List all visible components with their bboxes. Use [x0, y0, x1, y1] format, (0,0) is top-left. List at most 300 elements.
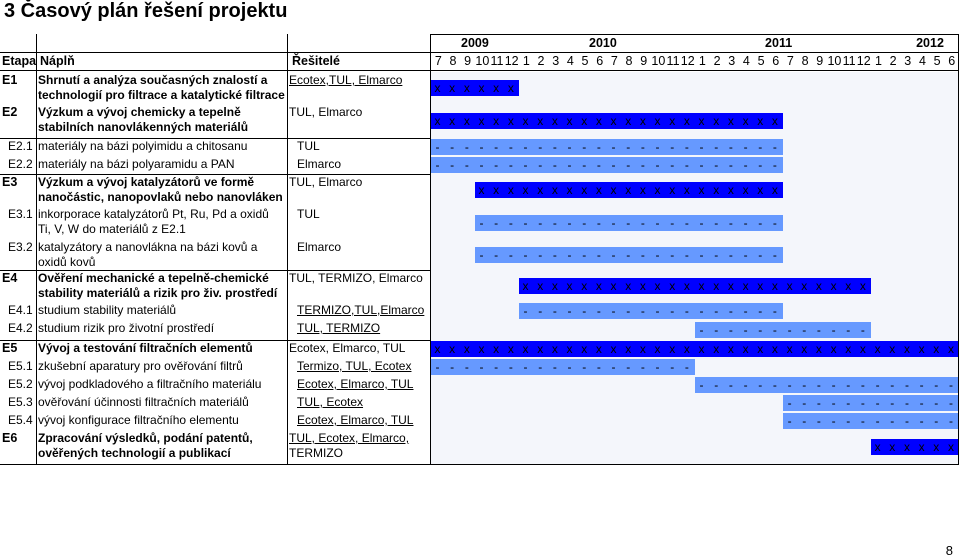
gantt-mark: -: [714, 158, 719, 172]
task-description: oxidů kovů: [38, 255, 96, 269]
gantt-mark: x: [639, 183, 646, 197]
year-label: 2011: [765, 36, 793, 50]
gantt-mark: x: [449, 342, 456, 356]
task-id: E2: [2, 105, 18, 119]
gantt-mark: -: [655, 216, 660, 230]
gantt-mark: -: [611, 304, 616, 318]
gantt-mark: x: [595, 183, 602, 197]
gantt-mark: x: [889, 342, 896, 356]
gantt-mark: x: [493, 81, 500, 95]
task-resitele: Elmarco: [297, 240, 342, 254]
gantt-mark: -: [582, 248, 587, 262]
gantt-mark: -: [596, 216, 601, 230]
gantt-mark: x: [874, 440, 881, 454]
gantt-mark: x: [683, 342, 690, 356]
gantt-mark: x: [771, 183, 778, 197]
gantt-mark: -: [772, 323, 777, 337]
gantt-mark: -: [860, 414, 865, 428]
gantt-mark: x: [478, 342, 485, 356]
gantt-mark: x: [434, 342, 441, 356]
gantt-mark: x: [727, 279, 734, 293]
task-resitele: Ecotex, Elmarco, TUL: [289, 341, 406, 355]
gantt-mark: x: [933, 342, 940, 356]
gantt-mark: -: [684, 216, 689, 230]
gantt-mark: -: [655, 360, 660, 374]
gantt-mark: -: [464, 158, 469, 172]
gantt-mark: -: [787, 396, 792, 410]
month-label: 1: [698, 54, 706, 68]
gantt-mark: -: [743, 158, 748, 172]
gantt-mark: -: [670, 360, 675, 374]
task-description: Ti, V, W do materiálů z E2.1: [38, 222, 186, 236]
gantt-mark: x: [434, 114, 441, 128]
gantt-mark: -: [875, 396, 880, 410]
header-divider: [0, 52, 959, 53]
task-description: Výzkum a vývoj katalyzátorů ve formě: [38, 175, 255, 189]
gantt-mark: -: [494, 360, 499, 374]
month-label: 3: [552, 54, 560, 68]
gantt-mark: x: [757, 114, 764, 128]
month-label: 6: [948, 54, 956, 68]
gantt-mark: -: [948, 396, 953, 410]
year-label: 2010: [589, 36, 617, 50]
month-label: 10: [651, 54, 666, 68]
gantt-mark: -: [640, 140, 645, 154]
task-resitele: TERMIZO,TUL,Elmarco: [297, 303, 425, 317]
gantt-mark: -: [670, 304, 675, 318]
gantt-mark: x: [845, 279, 852, 293]
task-description: vývoj podkladového a filtračního materiálu: [38, 377, 262, 391]
gantt-mark: -: [699, 323, 704, 337]
top-border: [430, 34, 959, 35]
gantt-mark: x: [859, 342, 866, 356]
gantt-mark: -: [552, 304, 557, 318]
gantt-mark: -: [802, 396, 807, 410]
gantt-mark: -: [714, 323, 719, 337]
gantt-mark: x: [742, 279, 749, 293]
gantt-mark: -: [831, 323, 836, 337]
gantt-mark: x: [434, 81, 441, 95]
month-label: 1: [522, 54, 530, 68]
gantt-mark: -: [523, 140, 528, 154]
gantt-mark: -: [846, 414, 851, 428]
month-label: 4: [918, 54, 926, 68]
gantt-mark: x: [639, 342, 646, 356]
gantt-mark: x: [713, 342, 720, 356]
gantt-mark: x: [654, 342, 661, 356]
gantt-mark: x: [625, 342, 632, 356]
task-description: vývoj konfigurace filtračního elementu: [38, 413, 239, 427]
gantt-mark: -: [611, 360, 616, 374]
gantt-mark: -: [582, 216, 587, 230]
gantt-mark: -: [846, 378, 851, 392]
task-description: materiály na bázi polyaramidu a PAN: [38, 157, 235, 171]
bottom-border: [0, 464, 959, 465]
gantt-mark: -: [684, 304, 689, 318]
gantt-mark: -: [670, 216, 675, 230]
gantt-mark: -: [758, 140, 763, 154]
task-id: E3.1: [8, 207, 33, 221]
gantt-mark: x: [581, 279, 588, 293]
gantt-mark: x: [537, 279, 544, 293]
gantt-mark: -: [552, 140, 557, 154]
gantt-mark: x: [757, 342, 764, 356]
gantt-mark: x: [669, 342, 676, 356]
gantt-mark: x: [683, 183, 690, 197]
gantt-mark: x: [566, 279, 573, 293]
gantt-mark: -: [479, 158, 484, 172]
gantt-mark: -: [743, 140, 748, 154]
gantt-mark: x: [463, 81, 470, 95]
gantt-mark: x: [830, 342, 837, 356]
gantt-mark: x: [669, 279, 676, 293]
gantt-mark: -: [816, 414, 821, 428]
gantt-mark: -: [758, 216, 763, 230]
gantt-mark: -: [582, 158, 587, 172]
gantt-mark: -: [626, 216, 631, 230]
gantt-mark: x: [463, 342, 470, 356]
task-id: E4.1: [8, 303, 33, 317]
gantt-mark: -: [508, 140, 513, 154]
gantt-mark: -: [758, 378, 763, 392]
gantt-mark: x: [522, 279, 529, 293]
month-label: 2: [889, 54, 897, 68]
gantt-mark: x: [698, 183, 705, 197]
gantt-mark: -: [611, 158, 616, 172]
gantt-mark: x: [889, 440, 896, 454]
header-bottom-line: [0, 70, 959, 71]
gantt-mark: x: [537, 183, 544, 197]
month-label: 3: [904, 54, 912, 68]
gantt-mark: -: [919, 414, 924, 428]
month-label: 5: [757, 54, 765, 68]
gantt-mark: x: [947, 342, 954, 356]
etapa-divider: [36, 34, 37, 464]
gantt-mark: -: [714, 140, 719, 154]
gantt-mark: x: [669, 183, 676, 197]
gantt-mark: -: [626, 304, 631, 318]
task-id: E5.4: [8, 413, 33, 427]
gantt-mark: -: [743, 304, 748, 318]
gantt-mark: -: [904, 396, 909, 410]
header-etapa: Etapa: [2, 54, 37, 68]
gantt-mark: -: [948, 378, 953, 392]
gantt-mark: -: [611, 248, 616, 262]
gantt-mark: -: [640, 360, 645, 374]
gantt-mark: x: [698, 279, 705, 293]
gantt-mark: -: [728, 304, 733, 318]
month-label: 12: [680, 54, 695, 68]
page-number: 8: [945, 543, 953, 558]
gantt-mark: -: [699, 158, 704, 172]
gantt-mark: -: [479, 360, 484, 374]
gantt-mark: x: [903, 440, 910, 454]
task-description: ověřených technologií a publikací: [38, 446, 231, 460]
gantt-mark: x: [551, 114, 558, 128]
gantt-mark: -: [582, 304, 587, 318]
gantt-mark: x: [654, 183, 661, 197]
gantt-mark: -: [802, 323, 807, 337]
gantt-mark: x: [551, 342, 558, 356]
gantt-mark: -: [626, 158, 631, 172]
gantt-mark: -: [714, 216, 719, 230]
gantt-mark: x: [859, 279, 866, 293]
gantt-mark: -: [831, 396, 836, 410]
gantt-mark: -: [567, 158, 572, 172]
gantt-mark: -: [626, 360, 631, 374]
gantt-mark: -: [684, 158, 689, 172]
gantt-mark: x: [551, 279, 558, 293]
gantt-mark: -: [567, 248, 572, 262]
month-label: 9: [640, 54, 648, 68]
month-label: 9: [816, 54, 824, 68]
gantt-mark: x: [654, 279, 661, 293]
task-resitele: Termizo, TUL, Ecotex: [297, 359, 412, 373]
resitele-divider: [430, 34, 431, 464]
gantt-mark: -: [772, 304, 777, 318]
gantt-mark: -: [494, 216, 499, 230]
month-label: 10: [475, 54, 490, 68]
month-label: 2: [537, 54, 545, 68]
gantt-mark: -: [728, 158, 733, 172]
gantt-mark: -: [860, 396, 865, 410]
gantt-row-bg: [430, 320, 958, 340]
gantt-mark: -: [772, 378, 777, 392]
gantt-mark: x: [610, 183, 617, 197]
gantt-mark: x: [771, 342, 778, 356]
gantt-mark: x: [845, 342, 852, 356]
gantt-mark: x: [698, 114, 705, 128]
gantt-mark: x: [610, 342, 617, 356]
gantt-mark: x: [463, 114, 470, 128]
gantt-mark: x: [757, 279, 764, 293]
gantt-mark: -: [743, 216, 748, 230]
task-id: E3.2: [8, 240, 33, 254]
gantt-mark: -: [494, 158, 499, 172]
task-id: E4.2: [8, 321, 33, 335]
gantt-mark: -: [758, 323, 763, 337]
gantt-mark: -: [772, 158, 777, 172]
year-label: 2012: [916, 36, 944, 50]
gantt-mark: x: [801, 342, 808, 356]
gantt-mark: x: [537, 342, 544, 356]
gantt-mark: x: [522, 183, 529, 197]
task-description: nanočástic, nanopovlaků nebo nanovláken: [38, 190, 283, 204]
gantt-mark: x: [698, 342, 705, 356]
gantt-mark: x: [786, 279, 793, 293]
gantt-mark: x: [566, 342, 573, 356]
month-label: 11: [490, 54, 504, 68]
gantt-mark: -: [904, 414, 909, 428]
task-resitele: TUL: [297, 139, 320, 153]
gantt-mark: -: [479, 216, 484, 230]
gantt-mark: -: [728, 378, 733, 392]
gantt-mark: -: [508, 248, 513, 262]
gantt-mark: -: [816, 396, 821, 410]
gantt-mark: x: [493, 114, 500, 128]
gantt-mark: x: [786, 342, 793, 356]
gantt-mark: x: [757, 183, 764, 197]
napln-divider: [287, 34, 288, 464]
gantt-mark: x: [727, 183, 734, 197]
gantt-mark: x: [566, 114, 573, 128]
gantt-mark: -: [699, 216, 704, 230]
gantt-mark: -: [875, 414, 880, 428]
gantt-mark: -: [596, 140, 601, 154]
gantt-mark: -: [846, 396, 851, 410]
gantt-mark: -: [758, 248, 763, 262]
gantt-mark: -: [684, 140, 689, 154]
task-id: E3: [2, 175, 18, 189]
gantt-mark: -: [567, 216, 572, 230]
gantt-mark: -: [743, 323, 748, 337]
gantt-mark: -: [860, 323, 865, 337]
gantt-mark: x: [742, 342, 749, 356]
month-label: 8: [449, 54, 457, 68]
month-label: 6: [772, 54, 780, 68]
task-description: Shrnutí a analýza současných znalostí a: [38, 73, 268, 87]
gantt-mark: -: [611, 140, 616, 154]
month-label: 8: [625, 54, 633, 68]
gantt-mark: -: [523, 216, 528, 230]
gantt-mark: -: [714, 248, 719, 262]
gantt-mark: -: [464, 360, 469, 374]
gantt-mark: -: [552, 158, 557, 172]
gantt-mark: -: [816, 323, 821, 337]
gantt-mark: -: [934, 396, 939, 410]
gantt-mark: -: [860, 378, 865, 392]
gantt-mark: -: [787, 414, 792, 428]
gantt-mark: -: [582, 360, 587, 374]
gantt-mark: -: [464, 140, 469, 154]
task-id: E5.2: [8, 377, 33, 391]
task-id: E5.1: [8, 359, 33, 373]
gantt-mark: x: [581, 183, 588, 197]
gantt-mark: -: [772, 140, 777, 154]
gantt-mark: -: [802, 414, 807, 428]
task-description: inkorporace katalyzátorů Pt, Ru, Pd a oxidů: [38, 207, 269, 221]
task-description: ověřování účinnosti filtračních materiálů: [38, 395, 249, 409]
gantt-mark: -: [611, 216, 616, 230]
month-label: 7: [786, 54, 794, 68]
gantt-mark: -: [743, 248, 748, 262]
gantt-mark: -: [904, 378, 909, 392]
gantt-mark: -: [450, 140, 455, 154]
gantt-mark: x: [595, 342, 602, 356]
gantt-mark: -: [538, 216, 543, 230]
gantt-mark: x: [713, 183, 720, 197]
task-description: katalyzátory a nanovlákna na bázi kovů a: [38, 240, 258, 254]
task-id: E2.2: [8, 157, 33, 171]
gantt-mark: -: [670, 140, 675, 154]
month-label: 2: [713, 54, 721, 68]
gantt-mark: -: [890, 414, 895, 428]
gantt-mark: -: [728, 140, 733, 154]
gantt-mark: -: [596, 158, 601, 172]
gantt-mark: x: [683, 279, 690, 293]
gantt-mark: -: [640, 216, 645, 230]
gantt-mark: -: [699, 248, 704, 262]
gantt-mark: -: [890, 378, 895, 392]
gantt-mark: -: [699, 140, 704, 154]
gantt-mark: x: [581, 114, 588, 128]
gantt-mark: x: [713, 114, 720, 128]
task-resitele-cont: TERMIZO: [289, 446, 343, 460]
gantt-mark: x: [595, 114, 602, 128]
task-resitele: TUL, TERMIZO: [297, 321, 381, 335]
gantt-mark: -: [655, 304, 660, 318]
month-label: 12: [856, 54, 871, 68]
gantt-mark: -: [655, 140, 660, 154]
gantt-mark: x: [727, 114, 734, 128]
task-resitele: TUL, TERMIZO, Elmarco: [289, 271, 423, 285]
gantt-mark: x: [639, 279, 646, 293]
task-description: Zpracování výsledků, podání patentů,: [38, 431, 253, 445]
gantt-mark: x: [478, 183, 485, 197]
gantt-mark: x: [713, 279, 720, 293]
gantt-mark: -: [772, 248, 777, 262]
month-label: 6: [596, 54, 604, 68]
gantt-mark: -: [772, 216, 777, 230]
month-label: 5: [933, 54, 941, 68]
gantt-mark: -: [450, 360, 455, 374]
task-description: Vývoj a testování filtračních elementů: [38, 341, 253, 355]
gantt-mark: -: [538, 158, 543, 172]
task-description: Ověření mechanické a tepelně-chemické: [38, 271, 269, 285]
gantt-mark: -: [934, 378, 939, 392]
month-label: 12: [504, 54, 519, 68]
month-label: 4: [566, 54, 574, 68]
gantt-mark: -: [640, 304, 645, 318]
gantt-mark: -: [523, 248, 528, 262]
gantt-mark: -: [758, 304, 763, 318]
month-label: 8: [801, 54, 809, 68]
gantt-mark: -: [787, 323, 792, 337]
gantt-mark: x: [742, 183, 749, 197]
year-label: 2009: [461, 36, 489, 50]
task-description: technologií pro filtrace a katalytické filtrace: [38, 88, 285, 102]
page-title: 3 Časový plán řešení projektu: [4, 0, 288, 22]
month-label: 1: [874, 54, 882, 68]
gantt-mark: x: [507, 342, 514, 356]
month-label: 10: [827, 54, 842, 68]
gantt-mark: x: [669, 114, 676, 128]
gantt-mark: -: [640, 248, 645, 262]
gantt-mark: x: [771, 114, 778, 128]
gantt-mark: -: [523, 158, 528, 172]
gantt-mark: x: [815, 342, 822, 356]
task-resitele: Ecotex,TUL, Elmarco: [289, 73, 403, 87]
gantt-mark: x: [874, 342, 881, 356]
task-id: E5.3: [8, 395, 33, 409]
gantt-mark: x: [449, 81, 456, 95]
task-id: E6: [2, 431, 18, 445]
gantt-mark: -: [596, 360, 601, 374]
gantt-mark: -: [523, 304, 528, 318]
gantt-mark: -: [626, 140, 631, 154]
gantt-mark: -: [699, 378, 704, 392]
task-description: studium rizik pro životní prostředí: [38, 321, 215, 335]
task-id: E1: [2, 73, 18, 87]
gantt-mark: -: [670, 248, 675, 262]
task-resitele: Ecotex, Elmarco, TUL: [297, 377, 414, 391]
gantt-mark: x: [727, 342, 734, 356]
task-description: studium stability materiálů: [38, 303, 177, 317]
gantt-mark: x: [815, 279, 822, 293]
gantt-mark: x: [933, 440, 940, 454]
gantt-mark: x: [493, 342, 500, 356]
gantt-mark: x: [639, 114, 646, 128]
